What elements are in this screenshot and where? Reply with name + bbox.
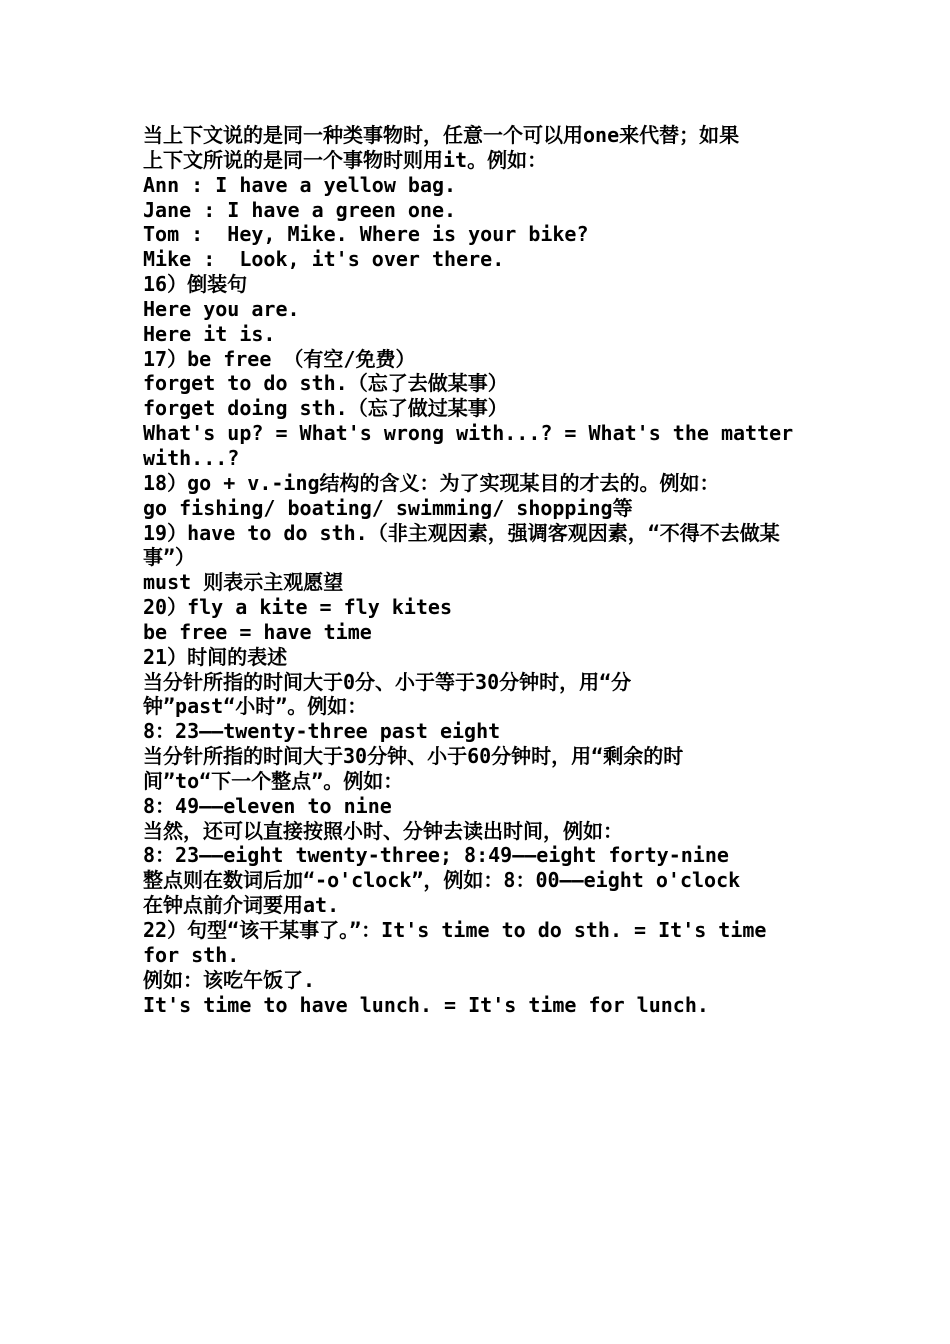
text-line: It's time to have lunch. = It's time for lunch. [143, 992, 709, 1017]
text-line: Here it is. [143, 321, 276, 346]
text-line: 当分针所指的时间大于30分钟、小于60分钟时，用“剩余的时 [143, 744, 684, 769]
section-heading: 18）go + v.-ing结构的含义：为了实现某目的才去的。例如： [143, 470, 720, 495]
text-line: 8：49——eleven to nine [143, 793, 392, 818]
text-line: forget to do sth.（忘了去做某事） [143, 371, 508, 396]
section-heading: 16）倒装句 [143, 272, 248, 297]
text-line: 当然，还可以直接按照小时、分钟去读出时间，例如： [143, 818, 623, 843]
section-heading: 22）句型“该干某事了。”：It's time to do sth. = It's time [143, 918, 767, 942]
text-line: 事”） [143, 545, 196, 570]
text-line: Mike : Look, it's over there. [143, 247, 505, 272]
text-line: 当上下文说的是同一种类事物时，任意一个可以用one来代替；如果 [143, 123, 740, 147]
text-line: 当分针所指的时间大于0分、小于等于30分钟时，用“分 [143, 669, 632, 694]
text-line: 例如：该吃午饭了. [143, 967, 316, 992]
text-line: 8：23——eight twenty-three; 8:49——eight forty-nine [143, 843, 729, 868]
section-heading: 20）fly a kite = fly kites [143, 595, 452, 620]
text-line: for sth. [143, 942, 240, 967]
text-line: Jane : I have a green one. [143, 197, 457, 222]
document-body [143, 123, 813, 1017]
text-line: with...? [143, 445, 240, 470]
text-line: be free = have time [143, 619, 372, 644]
text-line: 整点则在数词后加“-o'clock”，例如：8：00——eight o'clock [143, 868, 741, 893]
section-heading: 19）have to do sth.（非主观因素，强调客观因素，“不得不去做某 [143, 520, 780, 545]
text-line: 钟”past“小时”。例如： [143, 694, 368, 719]
text-line: must 则表示主观愿望 [143, 570, 344, 595]
text-line: Tom : Hey, Mike. Where is your bike? [143, 222, 589, 247]
text-line: 间”to“下一个整点”。例如： [143, 768, 404, 793]
text-line: Ann : I have a yellow bag. [143, 172, 457, 197]
text-line: go fishing/ boating/ swimming/ shopping等 [143, 495, 633, 520]
text-line: Here you are. [143, 296, 300, 321]
text-line: What's up? = What's wrong with...? = What's the matter [143, 421, 794, 446]
text-line: forget doing sth.（忘了做过某事） [143, 396, 508, 421]
section-heading: 17）be free （有空/免费） [143, 346, 416, 371]
text-line: 上下文所说的是同一个事物时则用it。例如： [143, 147, 548, 172]
text-line: 8：23——twenty-three past eight [143, 719, 501, 744]
text-line: 在钟点前介词要用at. [143, 893, 340, 918]
section-heading: 21）时间的表述 [143, 644, 288, 669]
